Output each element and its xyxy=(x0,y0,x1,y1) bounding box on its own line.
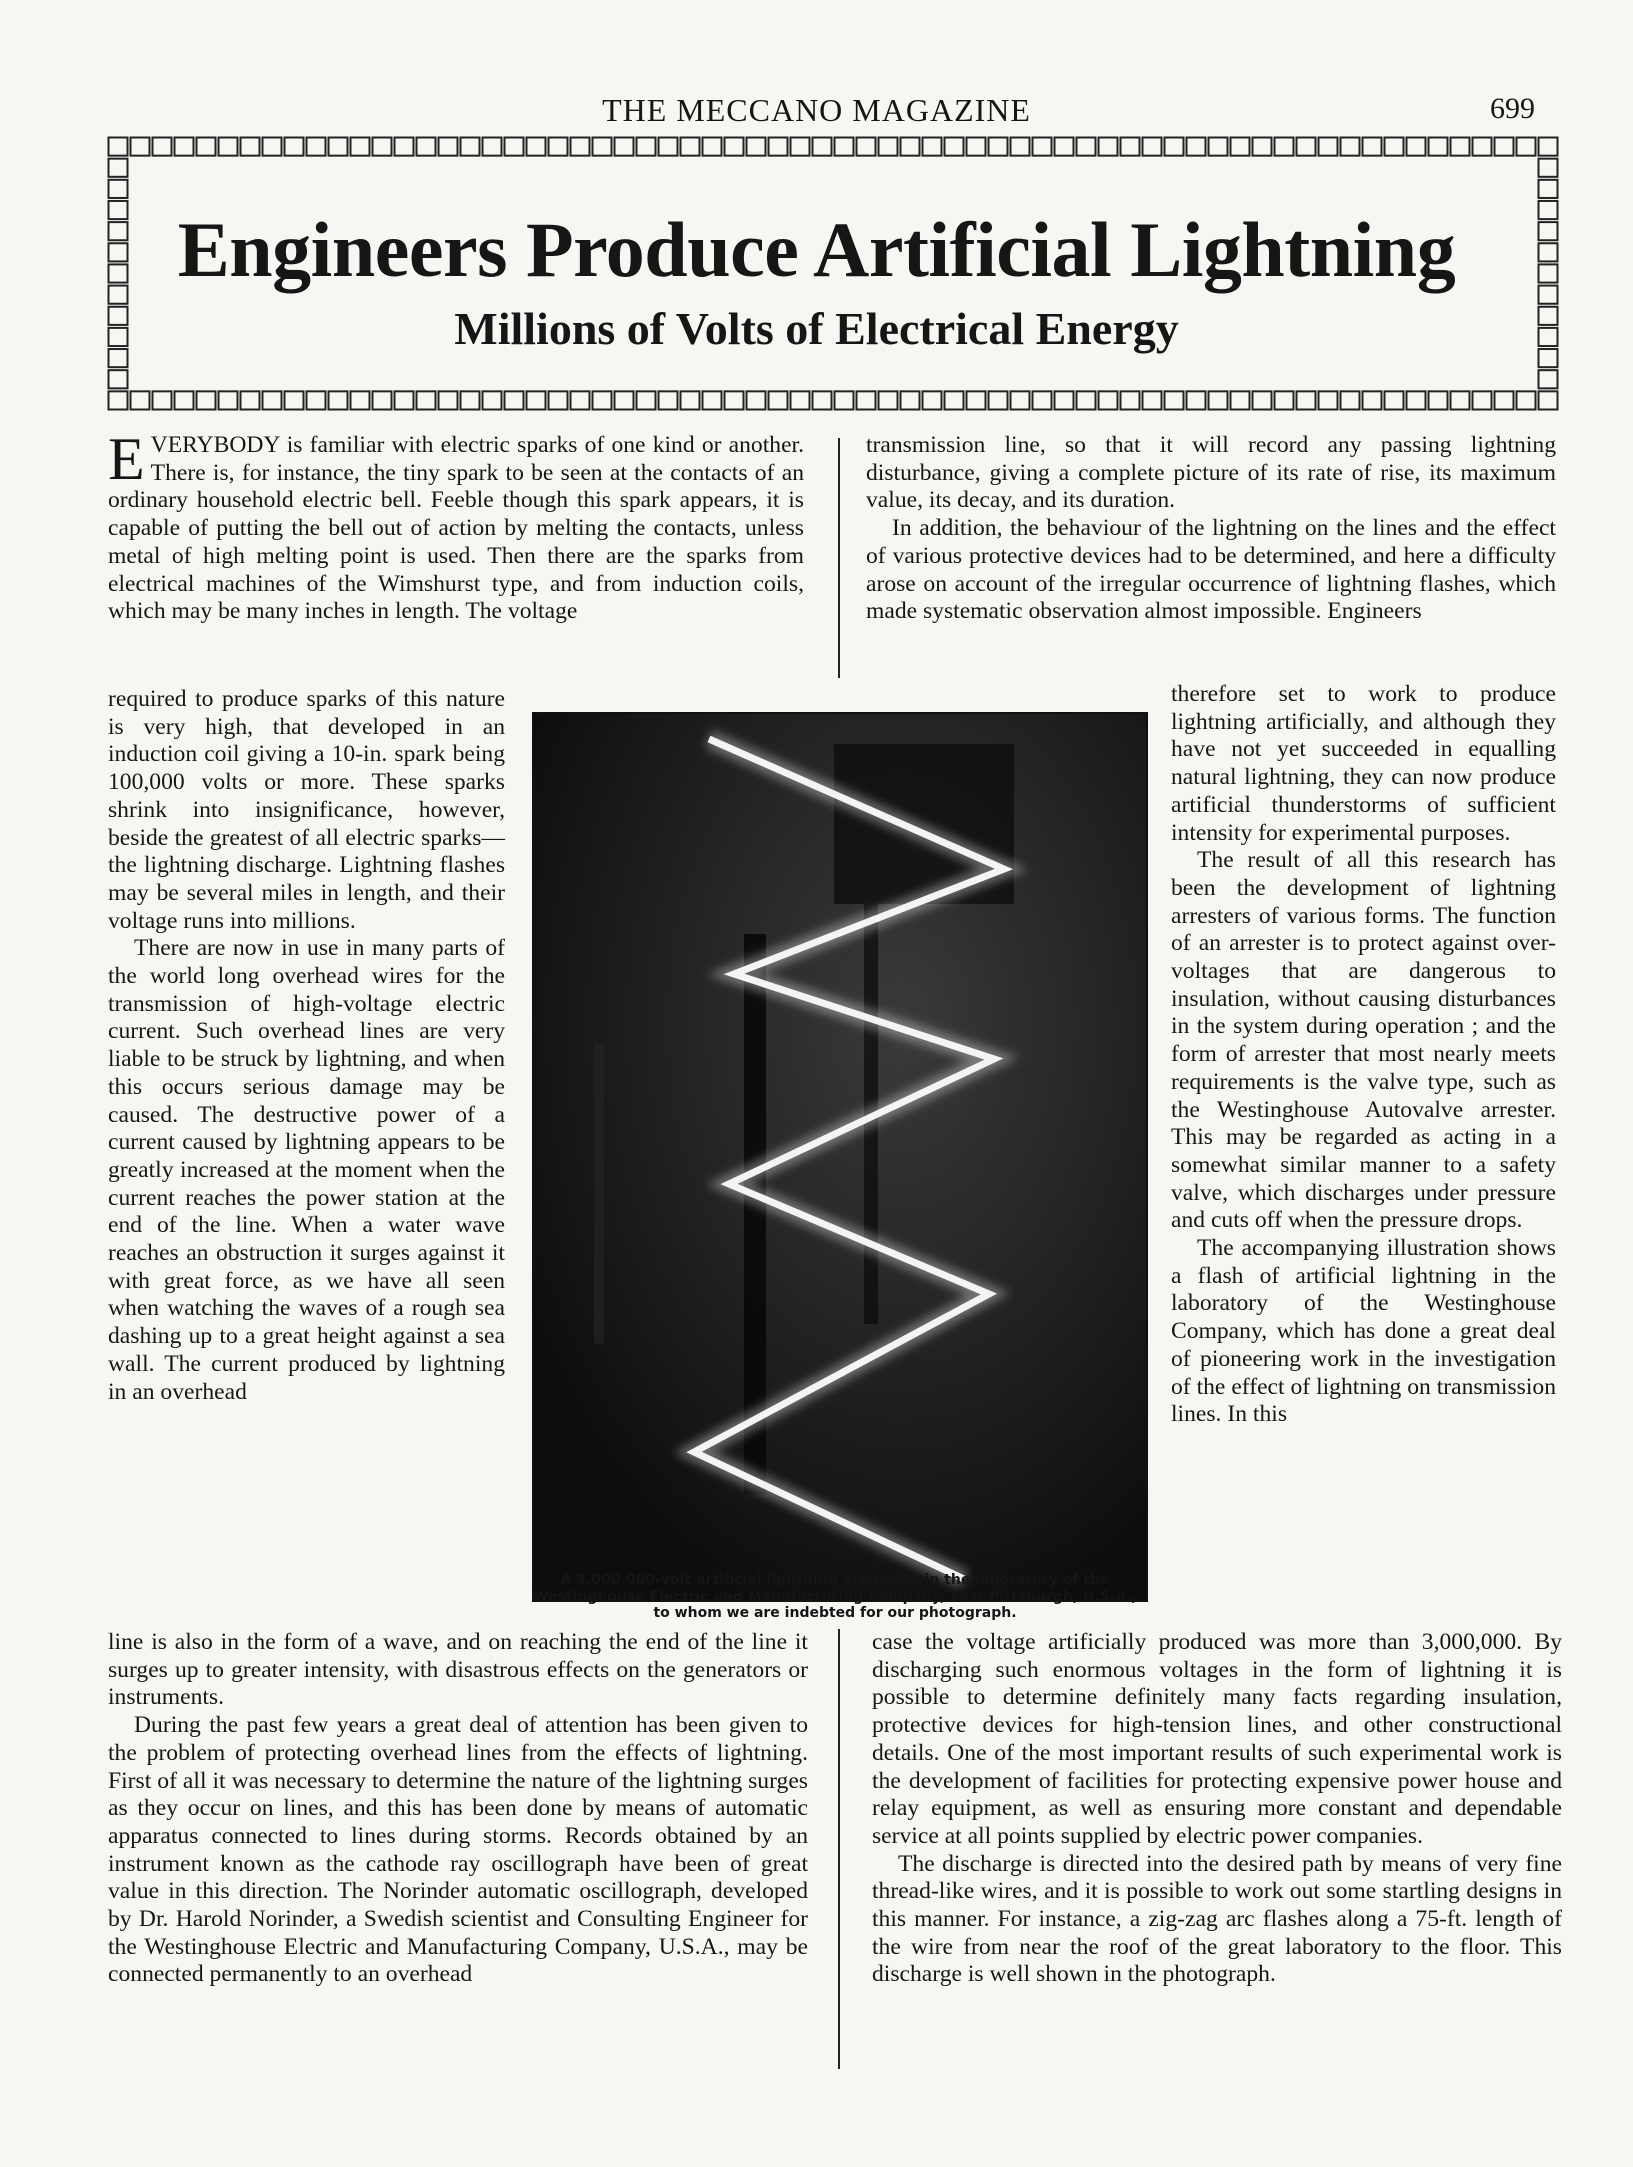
paragraph: The accompanying illustration shows a flash of artificial lightning in the laboratory of the Westinghouse Company, which has done a great deal of pioneering work in the investigation of the effect of lightning on transmission lines. In this xyxy=(1171,1235,1556,1428)
paragraph: transmission line, so that it will record any passing lightning disturbance, giving a complete picture of its rate of rise, its maximum value, its decay, and its duration. xyxy=(866,432,1556,514)
lightning-photograph xyxy=(532,712,1148,1602)
right-column-narrow xyxy=(1171,681,1556,1429)
paragraph: line is also in the form of a wave, and on reaching the end of the line it surges up to greater intensity, with disastrous effects on the generators or instruments. xyxy=(108,1629,808,1711)
photo-caption: A 3,000,000-volt artificial lightning discharge in the laboratory of the Westinghouse Electric and Manufacturing Company, East Pittsburgh, U.S.A., to whom we are indebted for our photograph. xyxy=(533,1572,1137,1621)
paragraph: therefore set to work to produce lightning artificially, and although they have not yet succeeded in equalling natural lightning, they can now produce artificial thunderstorms of sufficient intensity for experimental purposes. xyxy=(1171,681,1556,846)
column-rule xyxy=(838,438,840,678)
paragraph: case the voltage artificially produced was more than 3,000,000. By discharging such enormous voltages in the form of lightning it is possible to determine definitely many facts regarding insulation, protective devices for high-tension lines, and other constructional details. One of the most important results of such experimental work is the development of facilities for protecting expensive power house and relay equipment, as well as ensuring more constant and dependable service at all points supplied by electric power companies. xyxy=(872,1629,1562,1849)
paragraph: In addition, the behaviour of the lightning on the lines and the effect of various protective devices had to be determined, and here a difficulty arose on account of the irregular occurrence of lightning flashes, which made systematic observation almost impossible. Engineers xyxy=(866,515,1556,625)
paragraph-text: VERYBODY is familiar with electric sparks of one kind or another. There is, for instance, the tiny spark to be seen at the contacts of an ordinary household electric bell. Feeble though this spark appears, it is capable of putting the bell out of action by melting the contacts, unless metal of high melting point is used. Then there are the sparks from electrical machines of the Wimshurst type, and from induction coils, which may be many inches in length. The voltage xyxy=(108,432,804,625)
paragraph: The result of all this research has been the development of lightning arresters of various forms. The function of an arrester is to protect against over-voltages that are dangerous to insulation, without causing disturbances in the system during operation ; and the form of arrester that most nearly meets requirements is the valve type, such as the Westinghouse Autovalve arrester. This may be regarded as acting in a somewhat similar manner to a safety valve, which discharges under pressure and cuts off when the pressure drops. xyxy=(1171,847,1556,1234)
article-subtitle: Millions of Volts of Electrical Energy xyxy=(454,303,1179,354)
right-column-top xyxy=(866,432,1556,626)
page-number: 699 xyxy=(1490,92,1535,125)
left-column-top xyxy=(108,426,804,626)
left-column-bottom xyxy=(108,1629,808,1989)
lightning-photo-illustration xyxy=(534,714,1146,1600)
paragraph: required to produce sparks of this nature is very high, that developed in an induction coil giving a 10-in. spark being 100,000 volts or more. These sparks shrink into insignificance, however, beside the greatest of all electric sparks—the lightning discharge. Lightning flashes may be several miles in length, and their voltage runs into millions. xyxy=(108,686,505,934)
magazine-header: THE MECCANO MAGAZINE xyxy=(602,92,1031,128)
paragraph: The discharge is directed into the desired path by means of very fine thread-like wires, and it is possible to work out some startling designs in this manner. For instance, a zig-zag arc flashes along a 75-ft. length of the wire from near the roof of the great laboratory to the floor. This discharge is well shown in the photograph. xyxy=(872,1850,1562,1988)
paragraph xyxy=(108,426,804,626)
right-column-bottom xyxy=(872,1629,1562,1989)
paragraph: During the past few years a great deal of attention has been given to the problem of protecting overhead lines from the effects of lightning. First of all it was necessary to determine the nature of the lightning surges as they occur on lines, and this has been done by means of automatic apparatus connected to lines during storms. Records obtained by an instrument known as the cathode ray oscillograph have been of great value in this direction. The Norinder automatic oscillograph, developed by Dr. Harold Norinder, a Swedish scientist and Consulting Engineer for the Westinghouse Electric and Manufacturing Company, U.S.A., may be connected permanently to an overhead xyxy=(108,1712,808,1988)
drop-cap: E xyxy=(108,426,145,492)
paragraph: There are now in use in many parts of the world long overhead wires for the transmission of high-voltage electric current. Such overhead lines are very liable to be struck by lightning, and when this occurs serious damage may be caused. The destructive power of a current caused by lightning appears to be greatly increased at the moment when the current reaches the power station at the end of the line. When a water wave reaches an obstruction it surges against it with great force, as we have all seen when watching the waves of a rough sea dashing up to a great height against a sea wall. The current produced by lightning in an overhead xyxy=(108,935,505,1405)
column-rule xyxy=(838,1629,840,2069)
apparatus-post xyxy=(594,1044,604,1344)
left-column-narrow xyxy=(108,686,505,1406)
article-title: Engineers Produce Artificial Lightning xyxy=(177,206,1456,293)
